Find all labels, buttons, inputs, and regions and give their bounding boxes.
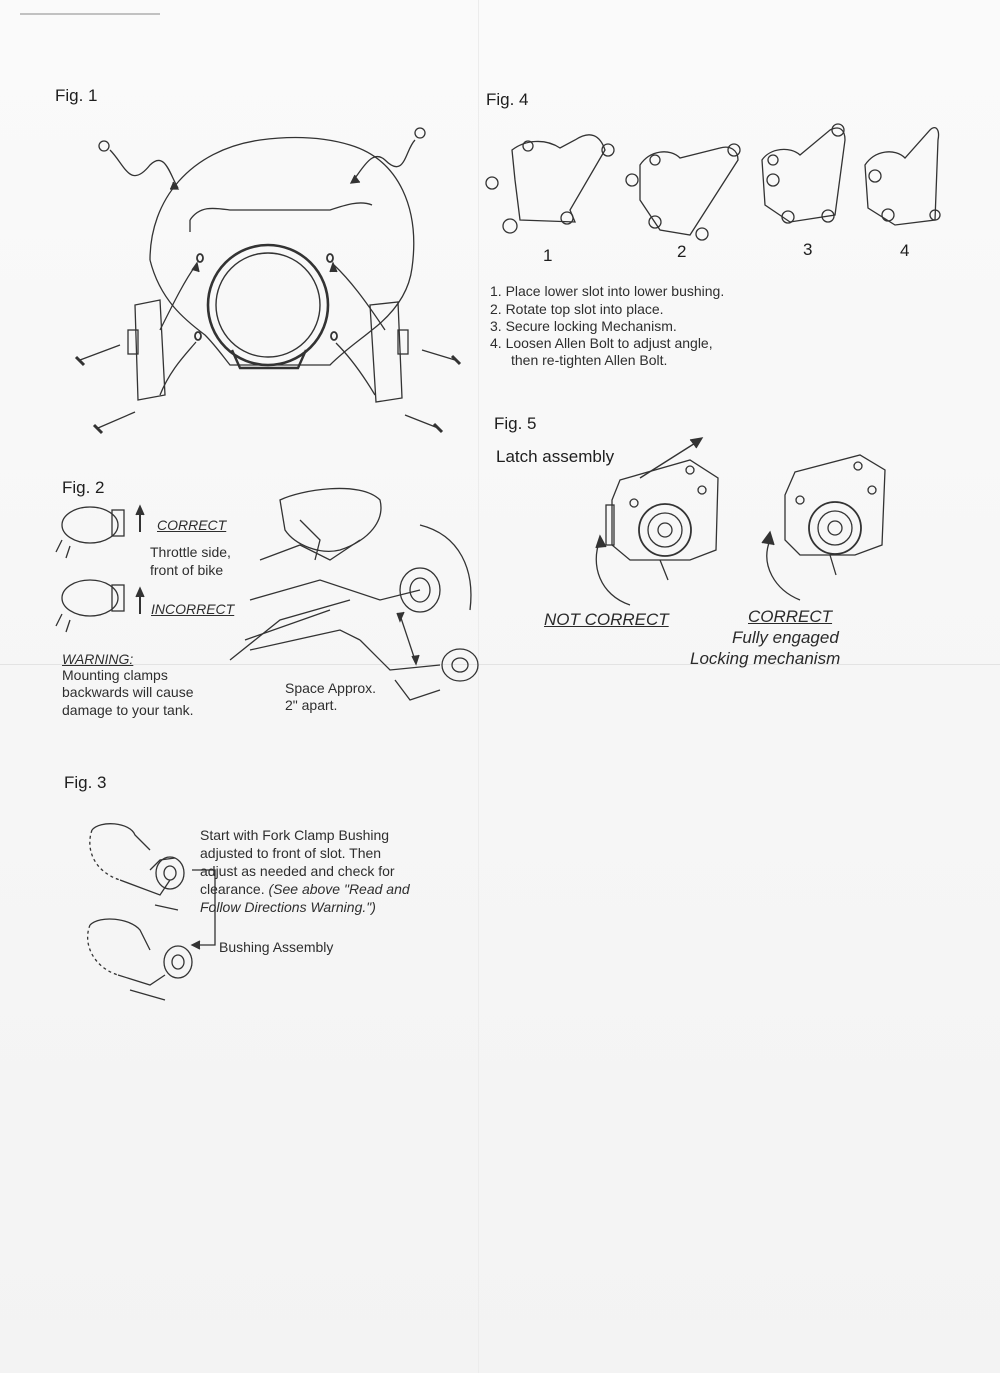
fig3-line2: adjusted to front of slot. Then bbox=[200, 845, 382, 861]
fig5-title: Fig. 5 bbox=[494, 414, 537, 433]
fig4-step-2: 2. Rotate top slot into place. bbox=[490, 301, 664, 317]
fig2-space-line2: 2" apart. bbox=[285, 697, 338, 713]
fig2-warning-line2: backwards will cause bbox=[62, 684, 194, 700]
fig4-number-2: 2 bbox=[677, 242, 687, 261]
fig3-line5: Follow Directions Warning.") bbox=[200, 899, 376, 915]
fig4-step-1: 1. Place lower slot into lower bushing. bbox=[490, 283, 725, 299]
latch-engagement-diagram bbox=[596, 438, 885, 605]
fig5-locking-mechanism: Locking mechanism bbox=[690, 649, 841, 668]
fig5-not-correct-label: NOT CORRECT bbox=[544, 610, 669, 629]
fig2-warning-line3: damage to your tank. bbox=[62, 702, 194, 718]
fairing-diagram bbox=[76, 128, 460, 433]
fig3-line4-italic: (See above "Read and bbox=[268, 881, 410, 897]
fig3-bushing-label: Bushing Assembly bbox=[219, 939, 334, 955]
latch-sequence-diagram bbox=[486, 124, 940, 240]
fig4-step-3: 3. Secure locking Mechanism. bbox=[490, 318, 677, 334]
fig5-correct-label: CORRECT bbox=[748, 607, 833, 626]
fig4-title: Fig. 4 bbox=[486, 90, 529, 109]
fig3-line3: adjust as needed and check for bbox=[200, 863, 395, 879]
fig4-step-4-continued: then re-tighten Allen Bolt. bbox=[511, 352, 668, 368]
fig2-throttle-line1: Throttle side, bbox=[150, 544, 231, 560]
fig5-latch-label: Latch assembly bbox=[496, 447, 615, 466]
fig2-correct-label: CORRECT bbox=[157, 517, 227, 533]
fig2-warning-line1: Mounting clamps bbox=[62, 667, 168, 683]
fig3-line4 bbox=[200, 880, 410, 898]
fig3-title: Fig. 3 bbox=[64, 773, 107, 792]
fig4-number-3: 3 bbox=[803, 240, 813, 259]
bushing-assembly-diagram bbox=[88, 824, 215, 1000]
fig4-number-4: 4 bbox=[900, 241, 910, 260]
fig3-line1: Start with Fork Clamp Bushing bbox=[200, 827, 390, 843]
fig2-incorrect-label: INCORRECT bbox=[151, 601, 235, 617]
fig5-fully-engaged: Fully engaged bbox=[732, 628, 839, 647]
fig2-warning-label: WARNING: bbox=[62, 651, 134, 667]
fig4-number-1: 1 bbox=[543, 246, 553, 265]
fig2-title: Fig. 2 bbox=[62, 478, 105, 497]
fig3-line4-start: clearance. bbox=[200, 881, 269, 897]
fig2-space-line1: Space Approx. bbox=[285, 680, 377, 696]
fig2-throttle-line2: front of bike bbox=[150, 562, 224, 578]
fig4-step-4: 4. Loosen Allen Bolt to adjust angle, bbox=[490, 335, 713, 351]
fig1-title: Fig. 1 bbox=[55, 86, 98, 105]
